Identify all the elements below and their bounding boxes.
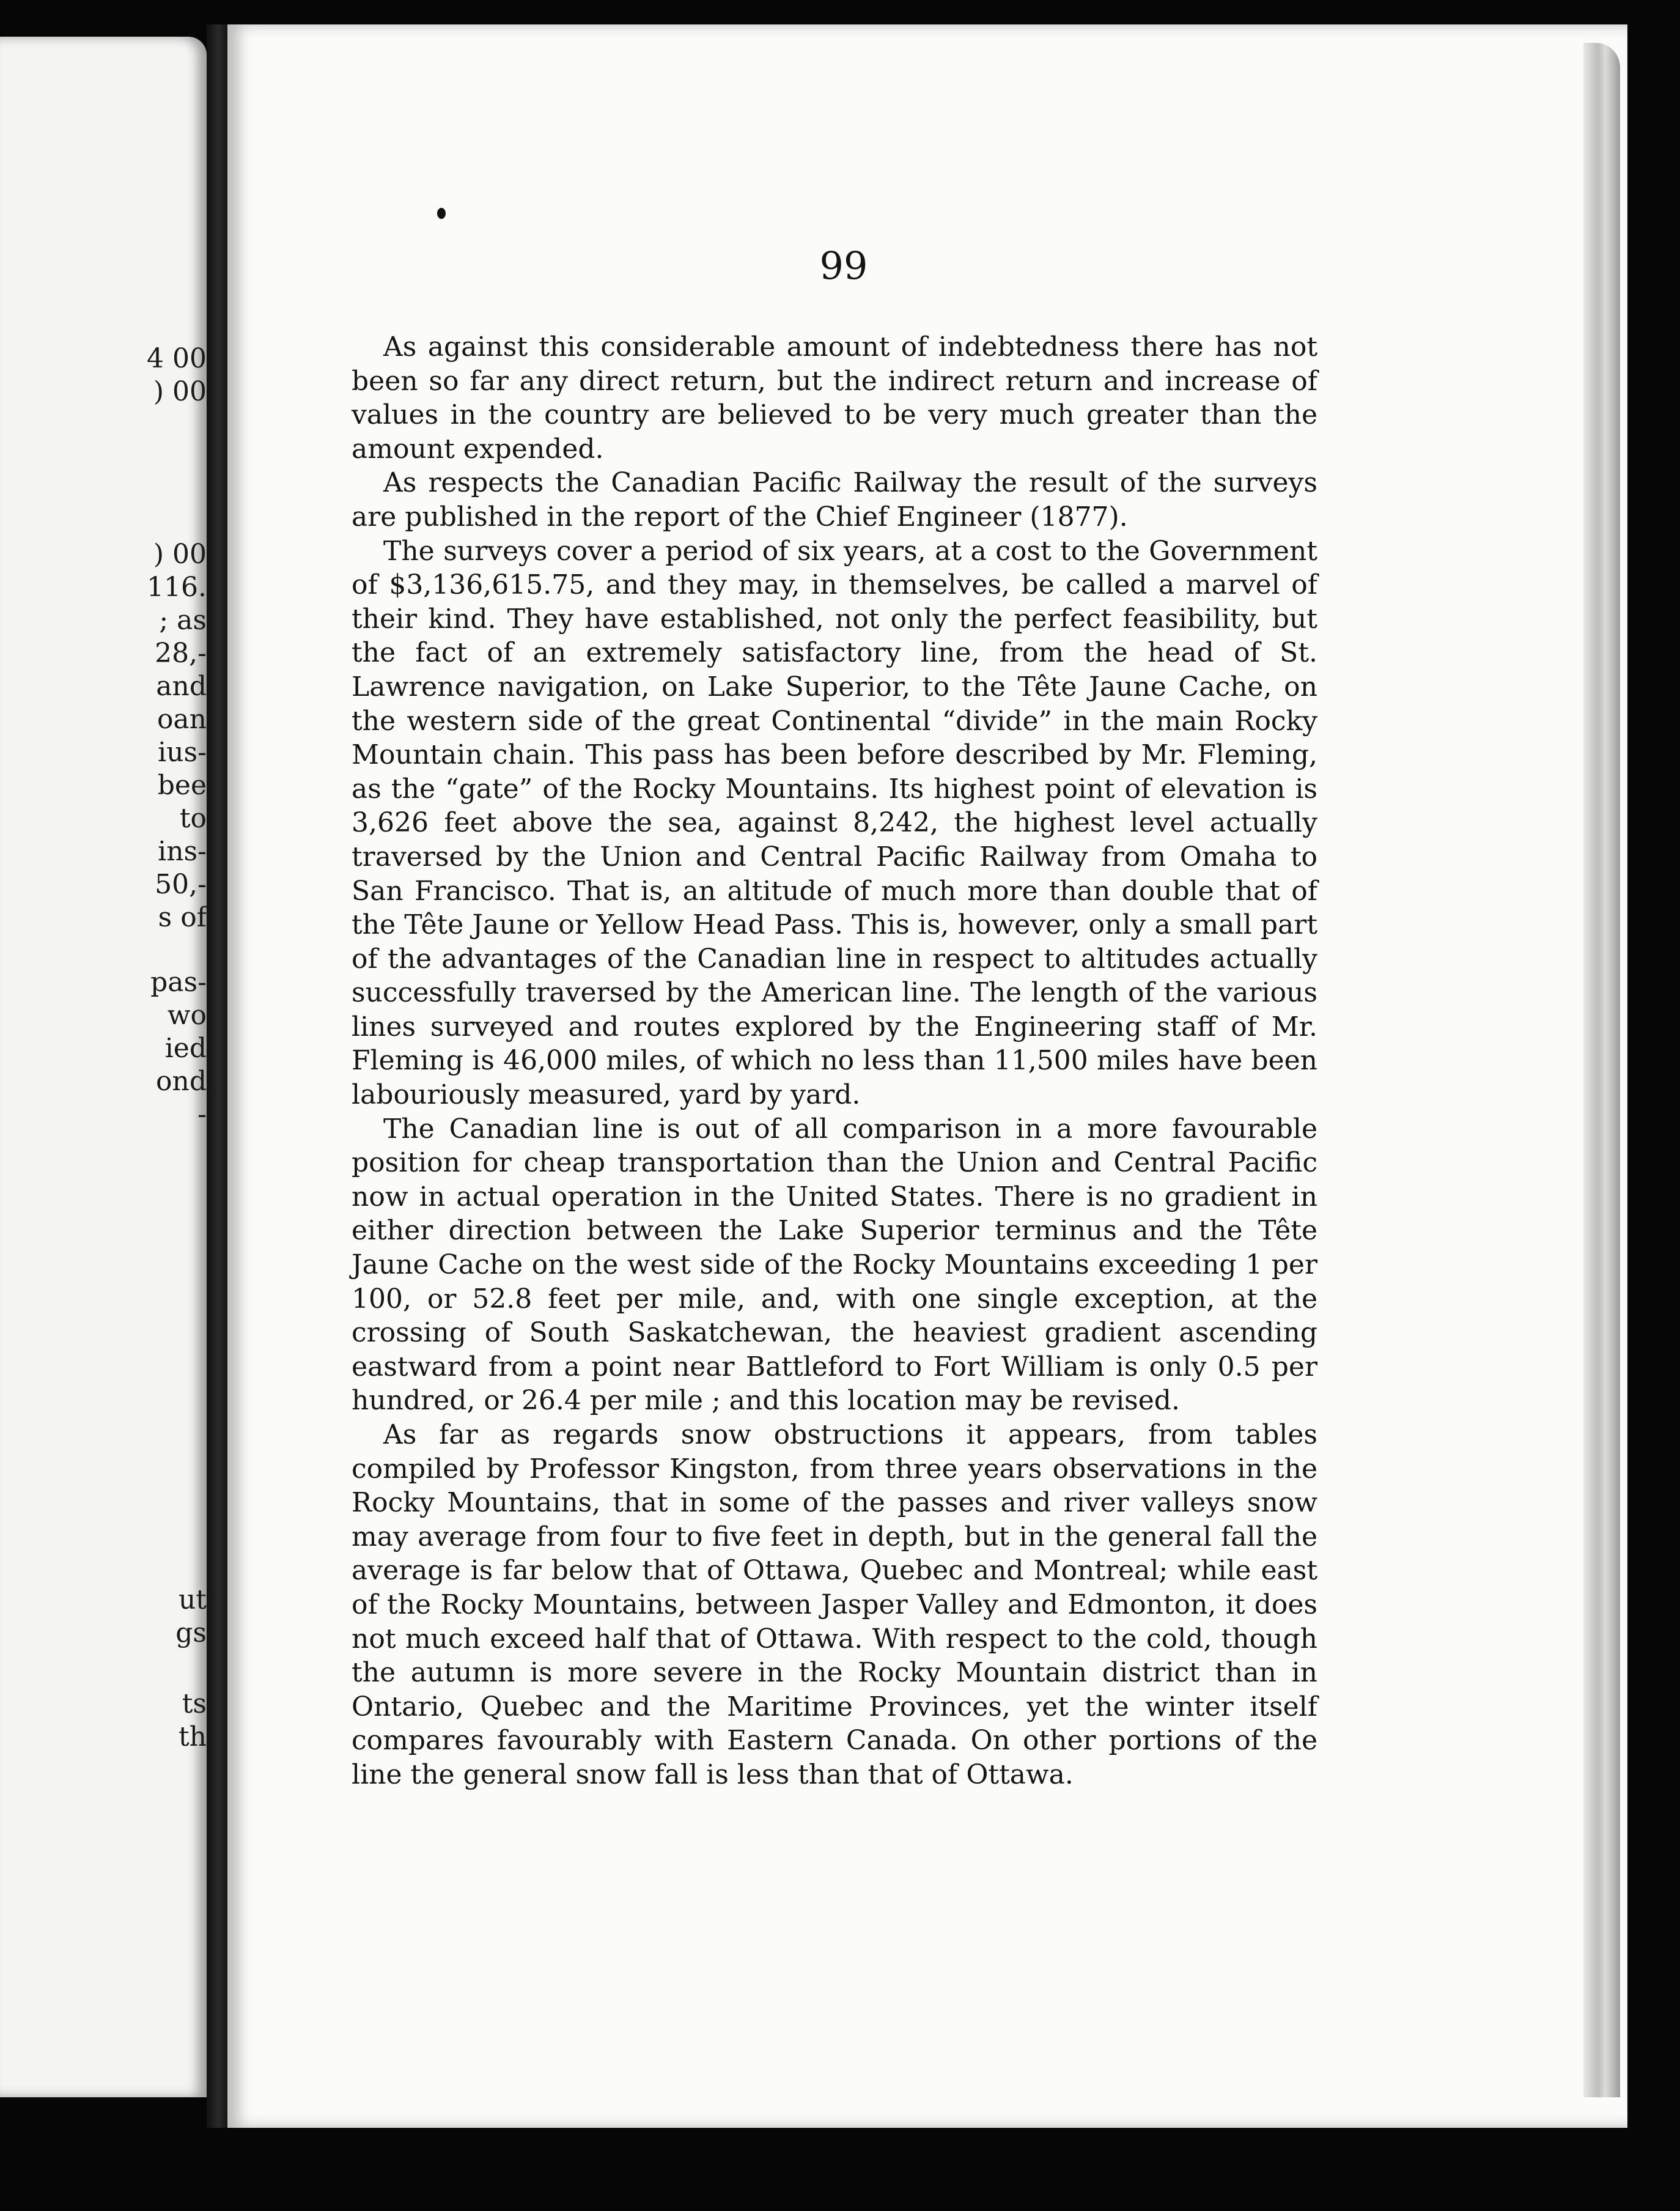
previous-page-fragment-line: 116. (147, 572, 207, 603)
previous-page-fragment-line: ied (164, 1033, 207, 1064)
paragraph-indebtedness: As against this considerable amount of indebtedness there has not been so far any direct return, but the indirect return and increase of values in the country are believed to be very much greater than the amount expended. (352, 331, 1317, 465)
previous-page-fragment-line: th (178, 1721, 207, 1752)
previous-page-fragment-line: s of (158, 902, 207, 933)
paragraph-survey-cost: The surveys cover a period of six years, at a cost to the Government of $3,136,615.75, and they may, in themselves, be called a marvel of their kind. They have established, not only the perfect feasibility, but the fact of an extremely satisfactory line, from the head of St. Lawrence navigation, on Lake Superior, to the Tête Jaune Cache, on the western side of the great Continental “divide” in the main Rocky Mountain chain. This pass has been before described by Mr. Fleming, as the “gate” of the Rocky Mountains. Its highest point of elevation is 3,626 feet above the sea, against 8,242, the highest level actually traversed by the Union and Central Pacific Railway from Omaha to San Francisco. That is, an altitude of much more than double that of the Tête Jaune or Yellow Head Pass. This is, however, only a small part of the advantages of the Canadian line in respect to altitudes actually successfully traversed by the American line. The length of the various lines surveyed and routes explored by the Engineering staff of Mr. Fleming is 46,000 miles, of which no less than 11,500 miles have been labouriously measured, yard by yard. (352, 535, 1317, 1111)
previous-page-fragment-line: ; as (159, 605, 207, 636)
previous-page-fragment-line: 4 00 (147, 343, 207, 374)
previous-page-fragment-line: 50,- (155, 869, 207, 900)
previous-page-fragment (0, 37, 207, 2097)
previous-page-fragment-line: ond (156, 1066, 207, 1097)
previous-page-fragment-line: gs (175, 1617, 207, 1648)
previous-page-fragment-line: and (156, 671, 207, 702)
previous-page-fragment-line: pas- (150, 967, 207, 998)
page-edge (1583, 43, 1620, 2097)
page-body (352, 330, 1317, 1792)
previous-page-fragment-line: wo (167, 1000, 207, 1031)
previous-page-fragment-line: ins- (158, 836, 207, 867)
previous-page-fragment-line: ts (182, 1688, 207, 1719)
previous-page-fragment-line: ) 00 (153, 539, 207, 570)
previous-page-fragment-line: ius- (158, 737, 207, 768)
page-number: 99 (819, 243, 868, 288)
paragraph-gradients: The Canadian line is out of all comparison in a more favourable position for cheap transportation than the Union and Central Pacific now in actual operation in the United States. There is no gradient in either direction between the Lake Superior terminus and the Tête Jaune Cache on the west side of the Rocky Mountains exceeding 1 per 100, or 52.8 feet per mile, and, with one single exception, at the crossing of South Saskatchewan, the heaviest gradient ascending eastward from a point near Battleford to Fort William is only 0.5 per hundred, or 26.4 per mile ; and this location may be revised. (352, 1113, 1317, 1417)
ink-speck (437, 208, 446, 219)
previous-page-fragment-line: - (197, 1099, 207, 1130)
previous-page-fragment-line: oan (157, 704, 207, 735)
previous-page-fragment-line: 28,- (155, 638, 207, 669)
previous-page-fragment-line: ) 00 (153, 376, 207, 407)
previous-page-fragment-line: to (179, 803, 207, 834)
paragraph-survey-results: As respects the Canadian Pacific Railway the result of the surveys are published in the report of the Chief Engineer (1877). (352, 467, 1317, 533)
paragraph-snow: As far as regards snow obstructions it appears, from tables compiled by Professor Kingston, from three years observations in the Rocky Mountains, that in some of the passes and river valleys snow may average from four to five feet in depth, but in the general fall the average is far below that of Ottawa, Quebec and Montreal; while east of the Rocky Mountains, between Jasper Valley and Edmonton, it does not much exceed half that of Ottawa. With respect to the cold, though the autumn is more severe in the Rocky Mountain district than in Ontario, Quebec and the Maritime Provinces, yet the winter itself compares favourably with Eastern Canada. On other portions of the line the general snow fall is less than that of Ottawa. (352, 1419, 1317, 1790)
previous-page-text-fragments (0, 37, 207, 2097)
previous-page-fragment-line: ut (178, 1584, 207, 1615)
previous-page-fragment-line: bee (157, 770, 207, 801)
